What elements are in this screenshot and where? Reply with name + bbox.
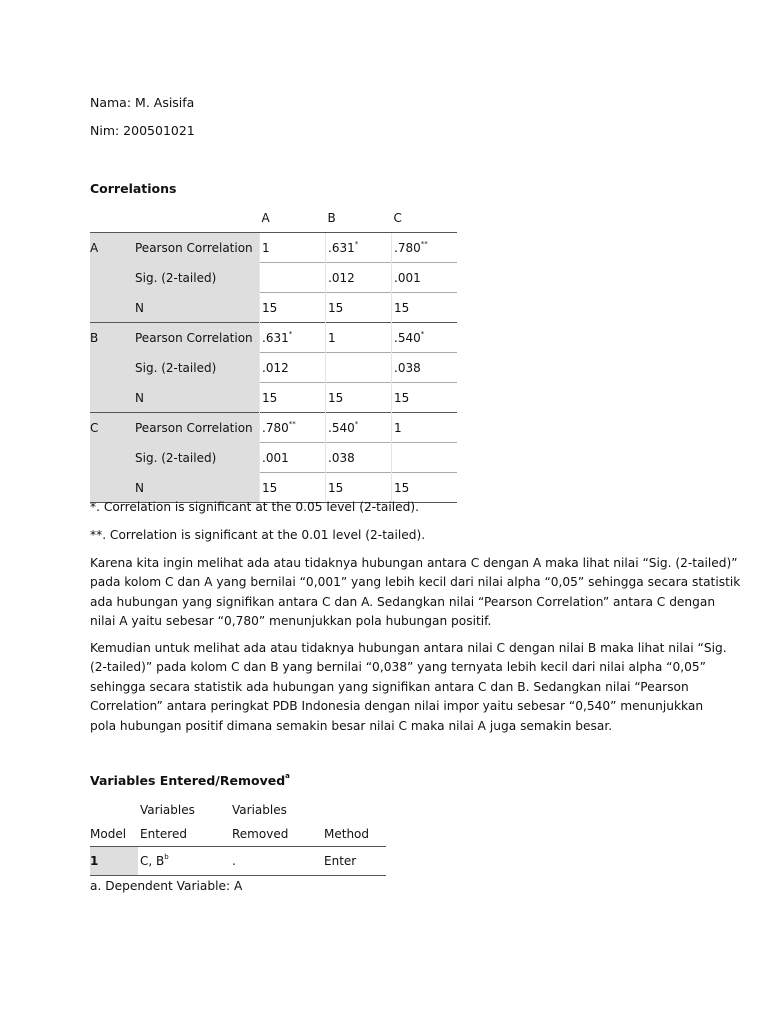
value-text: .001 bbox=[394, 270, 421, 285]
correlation-row bbox=[90, 353, 457, 383]
value-cell bbox=[326, 263, 392, 293]
significance-mark: * bbox=[288, 329, 293, 338]
significance-mark: * bbox=[354, 419, 359, 428]
entered-mark: b bbox=[164, 853, 169, 861]
paragraph-line: Correlation” antara peringkat PDB Indonesia dengan nilai impor yaitu sebesar “0,540” menunjukkan bbox=[90, 699, 704, 714]
paragraph-line: sehingga secara statistik ada hubungan yang signifikan antara C dan B. Sedangkan nilai “Pearson bbox=[90, 679, 689, 694]
paragraph bbox=[90, 639, 727, 736]
value-text: 15 bbox=[328, 480, 344, 495]
value-text: 1 bbox=[262, 240, 270, 255]
variables-title-text: Variables Entered/Removed bbox=[90, 773, 286, 788]
model-cell: 1 bbox=[90, 847, 138, 876]
variables-table bbox=[90, 798, 386, 876]
value-cell bbox=[326, 383, 392, 413]
correlation-footnote-1: *. Correlation is significant at the 0.05 level (2-tailed). bbox=[90, 500, 419, 514]
paragraph-line: Karena kita ingin melihat ada atau tidaknya hubungan antara C dengan A maka lihat nilai “Sig. (2-tailed)” bbox=[90, 556, 738, 570]
value-cell bbox=[392, 263, 458, 293]
value-cell bbox=[326, 353, 392, 383]
header-removed-bottom: Removed bbox=[232, 827, 289, 841]
correlation-row bbox=[90, 383, 457, 413]
value-text: .038 bbox=[328, 450, 355, 465]
statistic-label: Sig. (2-tailed) bbox=[133, 263, 260, 293]
correlations-table bbox=[90, 203, 457, 503]
value-text: 15 bbox=[262, 300, 278, 315]
header-removed-top: Variables bbox=[232, 803, 287, 817]
paragraph-line: pada kolom C dan A yang bernilai “0,001” yang lebih kecil dari nilai alpha “0,05” sehingga secara statistik bbox=[90, 575, 741, 590]
significance-mark: ** bbox=[420, 239, 428, 248]
header-model: Model bbox=[90, 827, 127, 841]
value-text: .631 bbox=[328, 240, 355, 255]
nim-line: Nim: 200501021 bbox=[90, 123, 195, 138]
value-text: 15 bbox=[262, 480, 278, 495]
value-cell bbox=[392, 353, 458, 383]
header-entered-top: Variables bbox=[140, 803, 195, 817]
value-cell bbox=[326, 323, 392, 353]
statistic-label: N bbox=[133, 383, 260, 413]
header-cell bbox=[322, 798, 386, 817]
correlation-footnote-2: **. Correlation is significant at the 0.01 level (2-tailed). bbox=[90, 528, 426, 542]
value-text: .540 bbox=[394, 330, 421, 345]
value-cell bbox=[392, 413, 458, 443]
correlation-row bbox=[90, 473, 457, 503]
statistic-label: Pearson Correlation bbox=[133, 323, 260, 353]
correlations-header-row bbox=[90, 203, 457, 233]
paragraph-line: (2-tailed)” pada kolom C dan B yang bernilai “0,038” yang ternyata lebih kecil dari nilai alpha “0,05” bbox=[90, 660, 706, 675]
header-cell bbox=[90, 798, 138, 817]
variables-title-mark: a bbox=[285, 772, 290, 780]
row-variable-cell bbox=[90, 383, 133, 413]
correlation-row bbox=[90, 443, 457, 473]
significance-mark: * bbox=[420, 329, 425, 338]
value-text: .780 bbox=[394, 240, 421, 255]
paragraph-line: nilai A yaitu sebesar “0,780” menunjukkan pola hubungan positif. bbox=[90, 614, 492, 629]
method-cell: Enter bbox=[322, 847, 386, 876]
correlations-title: Correlations bbox=[90, 181, 177, 196]
row-variable-cell bbox=[90, 353, 133, 383]
variables-header-row-bottom bbox=[90, 817, 386, 847]
value-text: .038 bbox=[394, 360, 421, 375]
variables-footnote: a. Dependent Variable: A bbox=[90, 879, 243, 893]
entered-value: C, B bbox=[140, 854, 165, 868]
value-cell bbox=[260, 263, 326, 293]
column-header: B bbox=[327, 210, 336, 225]
name-line: Nama: M. Asisifa bbox=[90, 95, 195, 110]
row-variable-cell: B bbox=[90, 323, 133, 353]
statistic-label: Sig. (2-tailed) bbox=[133, 353, 260, 383]
statistic-label: N bbox=[133, 293, 260, 323]
value-text: 15 bbox=[262, 390, 278, 405]
value-text: .540 bbox=[328, 420, 355, 435]
column-header: A bbox=[261, 210, 270, 225]
value-cell bbox=[260, 383, 326, 413]
entered-cell bbox=[138, 847, 230, 876]
row-variable-cell bbox=[90, 293, 133, 323]
value-text: 15 bbox=[394, 390, 410, 405]
removed-cell: . bbox=[230, 847, 322, 876]
value-text: 15 bbox=[328, 390, 344, 405]
value-cell bbox=[392, 293, 458, 323]
value-cell bbox=[260, 443, 326, 473]
value-cell bbox=[260, 233, 326, 263]
value-cell bbox=[326, 233, 392, 263]
header-entered-bottom: Entered bbox=[140, 827, 187, 841]
statistic-label: Pearson Correlation bbox=[133, 413, 260, 443]
statistic-label: Pearson Correlation bbox=[133, 233, 260, 263]
value-text: 15 bbox=[394, 300, 410, 315]
row-variable-cell bbox=[90, 443, 133, 473]
value-text: .780 bbox=[262, 420, 289, 435]
correlation-row bbox=[90, 413, 457, 443]
row-variable-cell bbox=[90, 263, 133, 293]
correlation-row bbox=[90, 233, 457, 263]
value-cell bbox=[392, 473, 458, 503]
statistic-label: Sig. (2-tailed) bbox=[133, 443, 260, 473]
value-cell bbox=[392, 233, 458, 263]
variables-title bbox=[90, 773, 290, 788]
correlation-row bbox=[90, 263, 457, 293]
corner-cell bbox=[90, 203, 133, 233]
value-cell bbox=[392, 443, 458, 473]
value-cell bbox=[260, 323, 326, 353]
value-cell bbox=[326, 293, 392, 323]
paragraph-line: Kemudian untuk melihat ada atau tidaknya hubungan antara nilai C dengan nilai B maka lihat nilai “Sig. bbox=[90, 641, 727, 655]
value-text: .012 bbox=[262, 360, 289, 375]
value-cell bbox=[260, 413, 326, 443]
column-header: C bbox=[393, 210, 402, 225]
significance-mark: * bbox=[354, 239, 359, 248]
row-variable-cell bbox=[90, 473, 133, 503]
corner-cell bbox=[133, 203, 260, 233]
header-method: Method bbox=[324, 827, 370, 841]
value-cell bbox=[392, 383, 458, 413]
value-text: 15 bbox=[394, 480, 410, 495]
value-cell bbox=[326, 443, 392, 473]
value-text: .001 bbox=[262, 450, 289, 465]
row-variable-cell: C bbox=[90, 413, 133, 443]
value-cell bbox=[326, 413, 392, 443]
value-cell bbox=[260, 293, 326, 323]
value-text: .012 bbox=[328, 270, 355, 285]
value-text: .631 bbox=[262, 330, 289, 345]
row-variable-cell: A bbox=[90, 233, 133, 263]
significance-mark: ** bbox=[288, 419, 296, 428]
variables-data-row bbox=[90, 847, 386, 876]
value-text: 1 bbox=[394, 420, 402, 435]
paragraph-line: ada hubungan yang signifikan antara C dan A. Sedangkan nilai “Pearson Correlation” antara C dengan bbox=[90, 594, 716, 609]
value-text: 1 bbox=[328, 330, 336, 345]
value-cell bbox=[260, 473, 326, 503]
variables-header-row-top bbox=[90, 798, 386, 817]
correlation-row bbox=[90, 323, 457, 353]
statistic-label: N bbox=[133, 473, 260, 503]
value-cell bbox=[326, 473, 392, 503]
value-text: 15 bbox=[328, 300, 344, 315]
value-cell bbox=[392, 323, 458, 353]
paragraph-line: pola hubungan positif dimana semakin besar nilai C maka nilai A juga semakin besar. bbox=[90, 718, 613, 733]
value-cell bbox=[260, 353, 326, 383]
correlation-row bbox=[90, 293, 457, 323]
paragraph bbox=[90, 554, 741, 632]
